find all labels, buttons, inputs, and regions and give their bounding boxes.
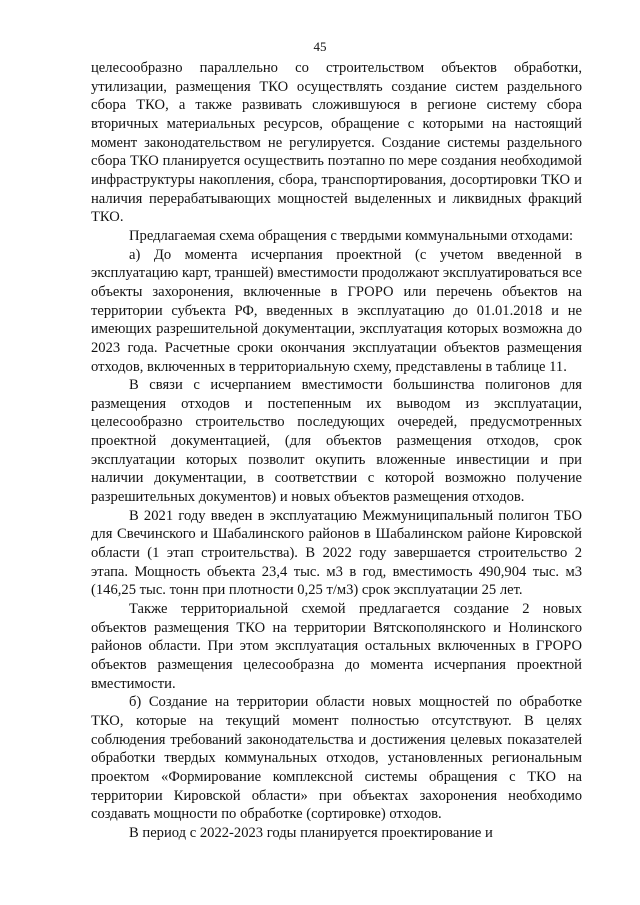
paragraph: Предлагаемая схема обращения с твердыми коммунальными отходами: (129, 227, 574, 244)
body-text (91, 59, 582, 843)
paragraph: Также территориальной схемой предлагается создание 2 новых объектов размещения ТКО на территории Вятскополянского и Нолинского районов области. При этом эксплуатация остальных включенных в ГРОРО объектов размещения целесообразна до момента исчерпания проектной вместимости. (91, 601, 582, 692)
paragraph: В период с 2022-2023 годы планируется проектирование и (129, 824, 493, 841)
paragraph: В связи с исчерпанием вместимости большинства полигонов для размещения отходов и постепенным их выводом из эксплуатации, целесообразно строительство последующих очередей, предусмотренных проектной документацией, (для объектов размещения отходов, срок эксплуатации которых позволит окупить вложенные инвестиции и при наличии документации, в соответствии с которой возможно получение разрешительных документов) и новых объектов размещения отходов. (91, 377, 582, 506)
page-number: 45 (313, 39, 327, 54)
paragraph: б) Создание на территории области новых мощностей по обработке ТКО, которые на текущий момент полностью отсутствуют. В целях соблюдения требований законодательства и достижения целевых показателей обработки твердых коммунальных отходов, установленных региональным проектом «Формирование комплексной системы обращения с ТКО на территории Кировской области» при объектах захоронения необходимо создавать мощности по обработке (сортировке) отходов. (91, 694, 582, 823)
paragraph: В 2021 году введен в эксплуатацию Межмуниципальный полигон ТБО для Свечинского и Шабалинского районов в Шабалинском районе Кировской области (1 этап строительства). В 2022 году завершается строительство 2 этапа. Мощность объекта 23,4 тыс. м3 в год, вместимость 490,904 тыс. м3 (146,25 тыс. тонн при плотности 0,25 т/м3) срок эксплуатации 25 лет. (91, 507, 582, 599)
paragraph: целесообразно параллельно со строительством объектов обработки, утилизации, размещения ТКО осуществлять создание систем раздельного сбора ТКО, а также развивать сложившуюся в регионе систему сбора вторичных материальных ресурсов, обращение с которыми на настоящий момент законодательством не регулируется. Создание системы раздельного сбора ТКО планируется осуществить поэтапно по мере создания необходимой инфраструктуры накопления, сбора, транспортирования, досортировки ТКО и наличия перерабатывающих мощностей выделенных и ликвидных фракций ТКО. (91, 60, 582, 226)
paragraph: а) До момента исчерпания проектной (с учетом введенной в эксплуатацию карт, траншей) вместимости продолжают эксплуатироваться все объекты захоронения, включенные в ГРОРО или перечень объектов на территории субъекта РФ, введенных в эксплуатацию до 01.01.2018 и не имеющих разрешительной документации, эксплуатация которых возможна до 2023 года. Расчетные сроки окончания эксплуатации объектов размещения отходов, включенных в территориальную схему, представлены в таблице 11. (91, 246, 583, 375)
